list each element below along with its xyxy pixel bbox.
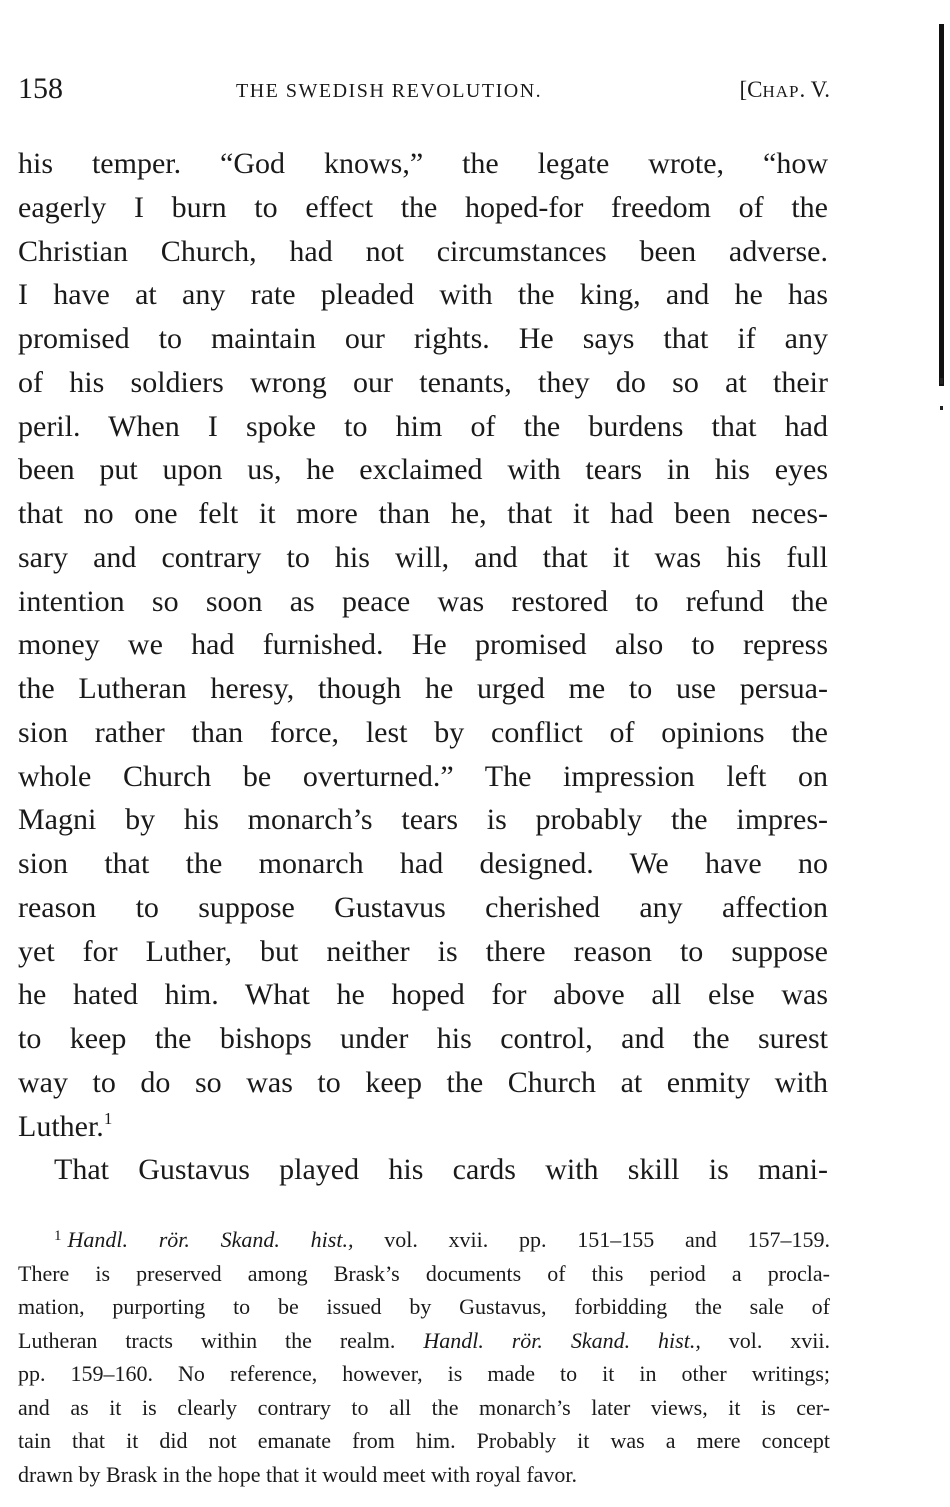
page-edge-mark <box>940 406 943 410</box>
footnote-line: drawn by Brask in the hope that it would meet with royal favor. <box>18 1461 578 1487</box>
text-line: yet for Luther, but neither is there reason to suppose <box>18 934 828 968</box>
page-edge-mark <box>940 378 943 384</box>
text-line: eagerly I burn to effect the hoped-for freedom of the <box>18 190 828 224</box>
page-number: 158 <box>18 72 63 105</box>
footnote-line: Lutheran tracts within the realm. Handl. rör. Skand. hist., vol. xvii. <box>18 1327 831 1353</box>
text-line: intention so soon as peace was restored to refund the <box>18 584 828 618</box>
footnote-line: tain that it did not emanate from him. Probably it was a mere concept <box>18 1428 830 1453</box>
running-header <box>18 72 830 112</box>
text-line: sary and contrary to his will, and that it was his full <box>18 540 828 574</box>
text-line: whole Church be overturned.” The impression left on <box>18 759 828 793</box>
text-line: been put upon us, he exclaimed with tears in his eyes <box>18 453 828 487</box>
text-line: Magni by his monarch’s tears is probably the impres- <box>18 803 828 837</box>
text-line: promised to maintain our rights. He says that if any <box>18 322 828 355</box>
text-line: peril. When I spoke to him of the burdens that had <box>18 409 828 443</box>
body-text <box>18 142 828 1192</box>
text-line: his temper. “God knows,” the legate wrote, “how <box>18 147 828 180</box>
text-line: I have at any rate pleaded with the king, and he has <box>18 278 828 312</box>
page-edge-line <box>939 24 944 386</box>
footnote-line: pp. 159–160. No reference, however, is made to it in other writings; <box>18 1361 830 1386</box>
text-line: way to do so was to keep the Church at enmity with <box>18 1065 828 1099</box>
footnote-line: and as it is clearly contrary to all the monarch’s later views, it is cer- <box>18 1394 830 1420</box>
text-line: reason to suppose Gustavus cherished any affection <box>18 890 828 924</box>
text-line: that no one felt it more than he, that it had been neces- <box>18 497 828 530</box>
text-line: of his soldiers wrong our tenants, they do so at their <box>18 365 828 399</box>
text-line: he hated him. What he hoped for above all else was <box>18 978 828 1012</box>
text-line: Luther.$^1$ <box>18 1108 113 1143</box>
footnote-line: mation, purporting to be issued by Gustavus, forbidding the sale of <box>18 1294 830 1319</box>
footnote <box>18 1223 830 1491</box>
footnote-reference: 1 <box>103 1108 113 1128</box>
chapter-label: [CHAP. V. <box>739 77 830 102</box>
footnote-marker: 1 <box>54 1228 62 1244</box>
footnote-line: There is preserved among Brask’s documents of this period a procla- <box>18 1260 830 1286</box>
paragraph-start-line: That Gustavus played his cards with skill is mani- <box>54 1153 828 1187</box>
text-line: to keep the bishops under his control, and the surest <box>18 1022 828 1055</box>
text-line: sion that the monarch had designed. We have no <box>18 847 828 880</box>
running-title: THE SWEDISH REVOLUTION. <box>236 80 543 102</box>
text-line: sion rather than force, lest by conflict of opinions the <box>18 715 828 749</box>
text-line: the Lutheran heresy, though he urged me to use persua- <box>18 672 828 705</box>
footnote-line: $^1$ Handl. rör. Skand. hist., vol. xvii. pp. 151–155 and 157–159. <box>54 1227 830 1252</box>
text-line: Christian Church, had not circumstances been adverse. <box>18 234 828 268</box>
text-line: money we had furnished. He promised also to repress <box>18 628 828 662</box>
